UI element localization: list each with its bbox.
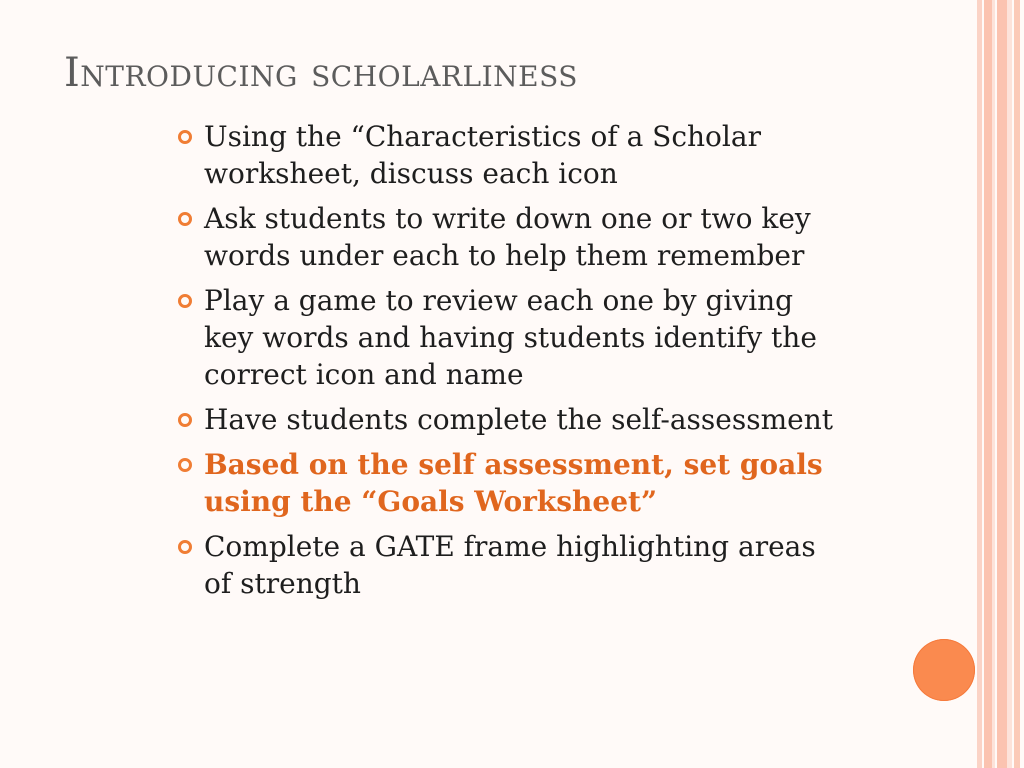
hollow-circle-bullet-icon [178, 540, 192, 554]
bullet-item [176, 200, 836, 274]
bullet-item [176, 282, 836, 393]
hollow-circle-bullet-icon [178, 458, 192, 472]
decorative-stripe [997, 0, 1007, 768]
decorative-stripe [992, 0, 995, 768]
decorative-stripe [977, 0, 982, 768]
bullet-text: Complete a GATE frame highlighting areas of strength [204, 530, 816, 600]
decorative-circle [913, 639, 975, 701]
hollow-circle-bullet-icon [178, 212, 192, 226]
decorative-stripe [1014, 0, 1020, 768]
bullet-text: Play a game to review each one by giving key words and having students identify the correct icon and name [204, 284, 817, 391]
bullet-item-highlighted [176, 446, 836, 520]
hollow-circle-bullet-icon [178, 294, 192, 308]
hollow-circle-bullet-icon [178, 130, 192, 144]
bullet-text: Ask students to write down one or two key words under each to help them remember [204, 202, 811, 272]
slide-title: Introducing scholarliness [64, 50, 578, 96]
bullet-text: Based on the self assessment, set goals using the “Goals Worksheet” [204, 448, 823, 518]
bullet-item [176, 401, 836, 438]
bullet-text: Have students complete the self-assessment [204, 403, 833, 436]
decorative-stripe [1007, 0, 1012, 768]
decorative-stripe [984, 0, 992, 768]
hollow-circle-bullet-icon [178, 413, 192, 427]
bullet-list [176, 118, 836, 610]
bullet-text: Using the “Characteristics of a Scholar worksheet, discuss each icon [204, 120, 761, 190]
bullet-item [176, 528, 836, 602]
bullet-item [176, 118, 836, 192]
